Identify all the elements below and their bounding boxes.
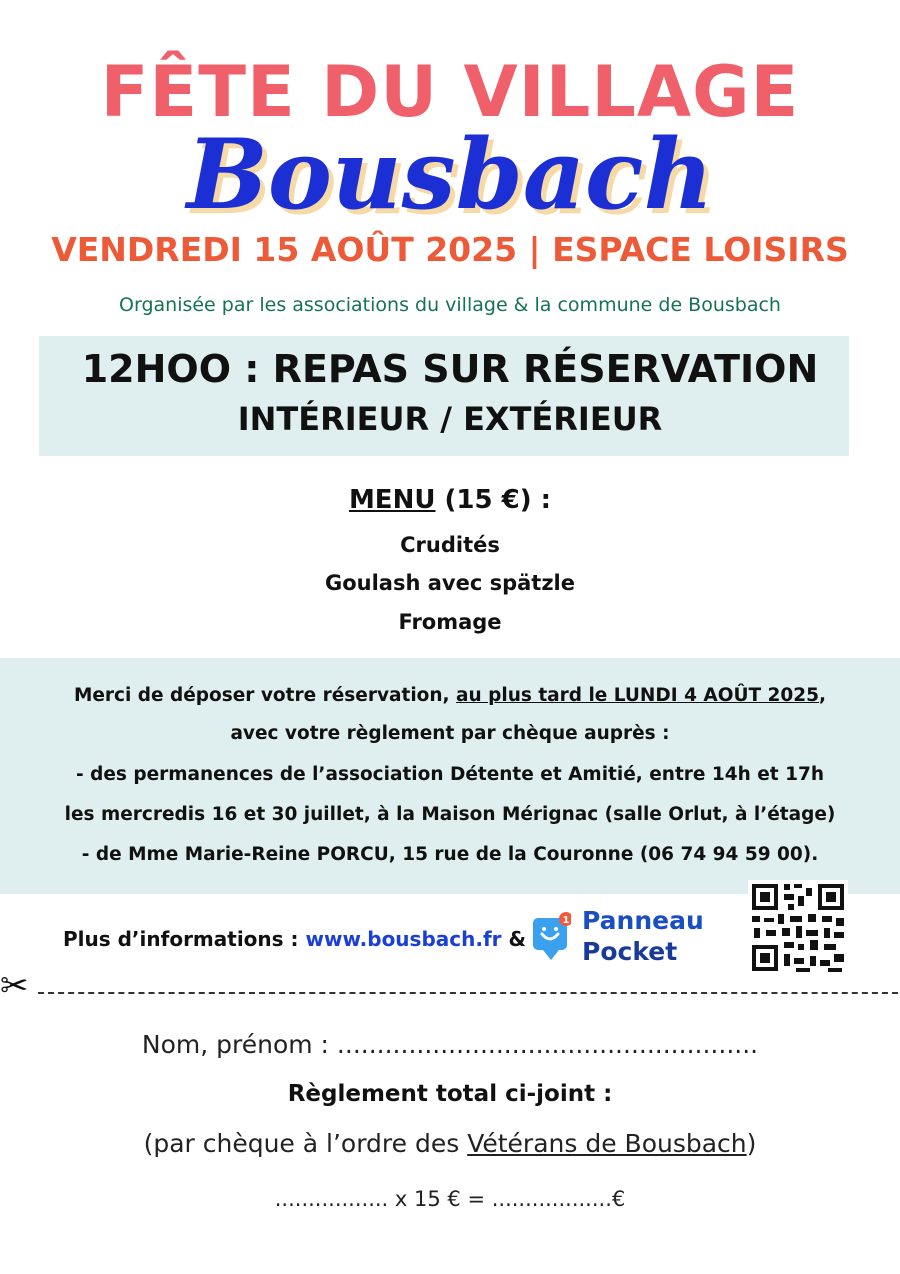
- more-info: [63, 924, 526, 954]
- scissors-icon: ✂: [0, 966, 29, 1006]
- menu-heading: [0, 482, 900, 518]
- organiser-note: Organisée par les associations du village & la commune de Bousbach: [119, 294, 781, 316]
- panneau-pocket-line2: Pocket: [582, 937, 678, 966]
- menu-item: Fromage: [398, 610, 502, 634]
- menu-price: (15 €) :: [435, 485, 552, 515]
- panneau-pocket-brand[interactable]: [582, 905, 704, 967]
- meal-location: INTÉRIEUR / EXTÉRIEUR: [237, 400, 663, 438]
- menu-title: MENU: [348, 485, 436, 515]
- name-field: Nom, prénom : .....................................................: [141, 1030, 759, 1059]
- panneau-pocket-line1: Panneau: [582, 906, 704, 935]
- payment-label: Règlement total ci-joint :: [287, 1081, 613, 1107]
- qr-code-icon[interactable]: [748, 880, 848, 975]
- cheque-text: ): [746, 1129, 757, 1158]
- cheque-payee: Vétérans de Bousbach: [467, 1129, 747, 1158]
- reservation-dates: les mercredis 16 et 30 juillet, à la Maison Mérignac (salle Orlut, à l’étage): [64, 804, 836, 825]
- reservation-contact: - de Mme Marie-Reine PORCU, 15 rue de la Couronne (06 74 94 59 00).: [81, 844, 819, 865]
- panneau-badge-count: 1: [562, 915, 570, 926]
- reservation-text: Merci de déposer votre réservation,: [73, 685, 457, 706]
- reservation-deadline: [0, 682, 900, 710]
- village-name: Bousbach: [186, 118, 714, 231]
- more-info-label: Plus d’informations :: [63, 927, 306, 951]
- cut-line: [38, 992, 898, 994]
- cheque-text: (par chèque à l’ordre des: [143, 1129, 468, 1158]
- event-date-location: VENDREDI 15 AOÛT 2025 | ESPACE LOISIRS: [51, 230, 849, 269]
- panneau-pocket-logo-icon: [531, 912, 571, 962]
- menu-item: Goulash avec spätzle: [324, 571, 575, 595]
- cheque-instructions: [0, 1127, 900, 1161]
- event-title: FÊTE DU VILLAGE: [100, 51, 800, 133]
- reservation-text: ,: [819, 685, 827, 706]
- meal-heading: 12HOO : REPAS SUR RÉSERVATION: [81, 347, 819, 391]
- menu-item: Crudités: [400, 533, 500, 557]
- more-info-amp: &: [501, 927, 526, 951]
- reservation-permanence: - des permanences de l’association Détente et Amitié, entre 14h et 17h: [75, 764, 825, 785]
- website-link[interactable]: www.bousbach.fr: [305, 927, 502, 951]
- reservation-payment: avec votre règlement par chèque auprès :: [230, 723, 670, 744]
- reservation-deadline-date: au plus tard le LUNDI 4 AOÛT 2025: [456, 685, 820, 706]
- amount-calculation: ................. x 15 € = ..................€: [274, 1187, 626, 1211]
